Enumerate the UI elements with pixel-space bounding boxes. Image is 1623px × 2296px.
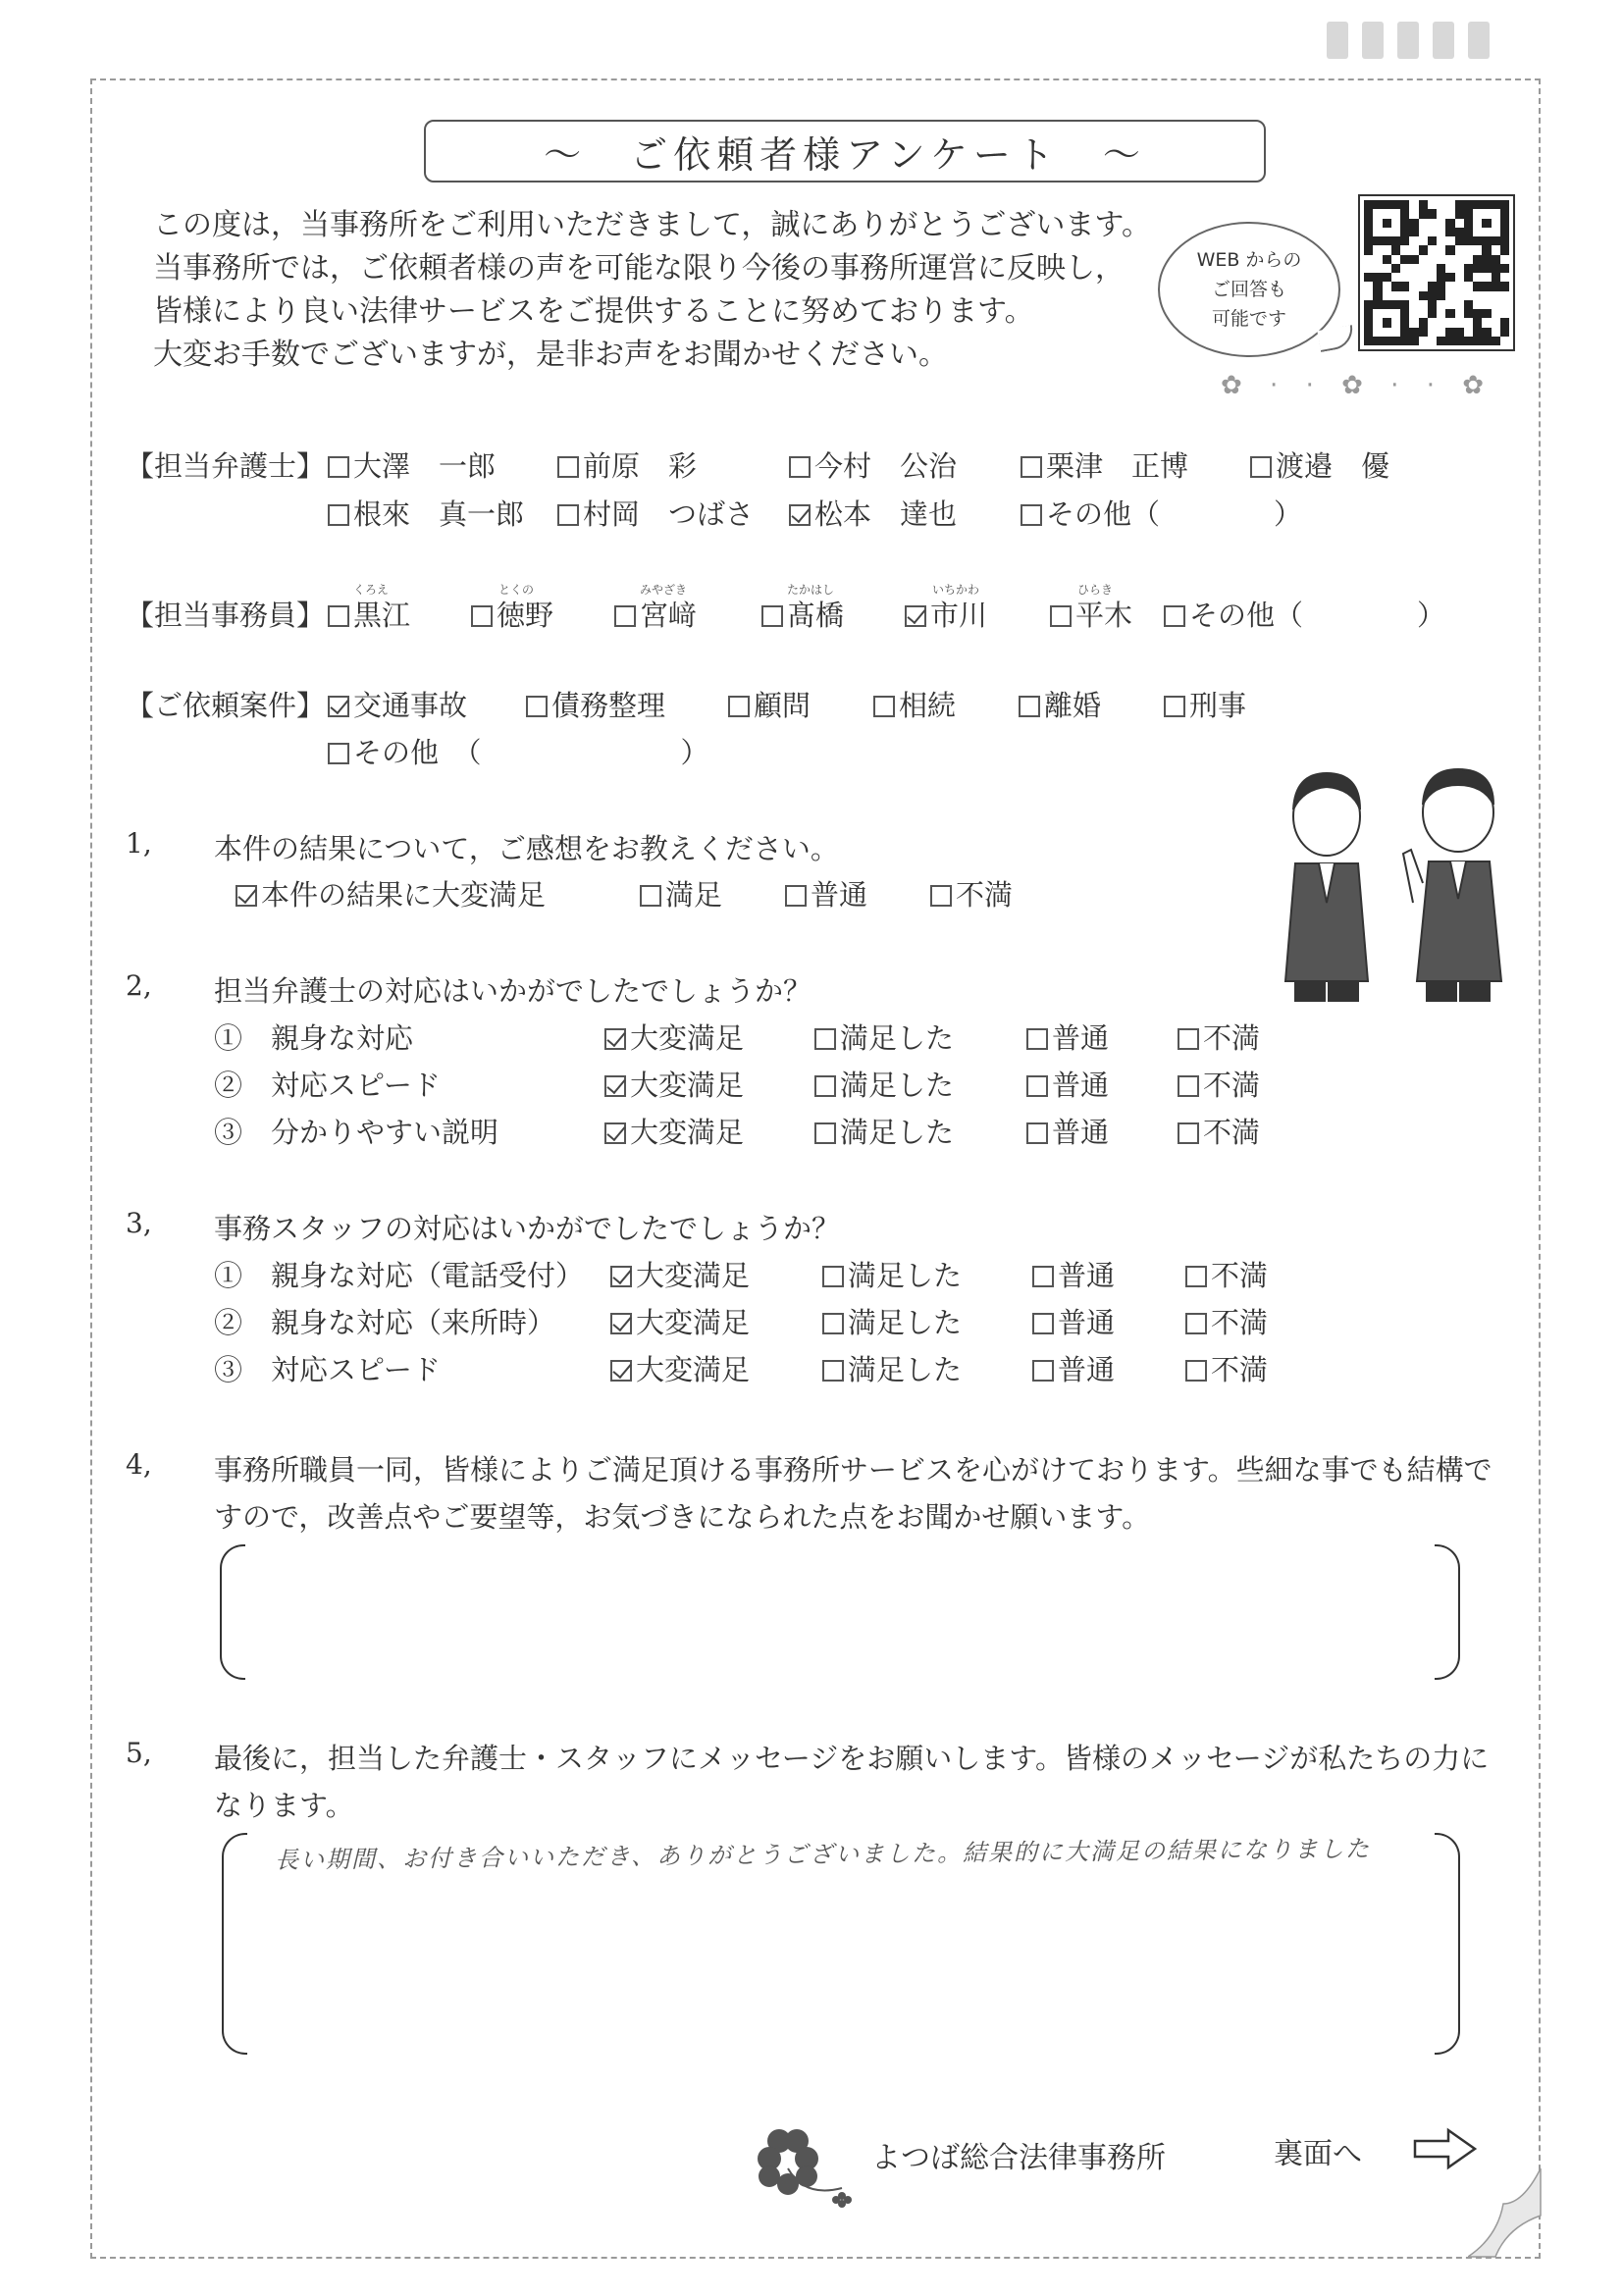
rating-option[interactable] — [1178, 1017, 1260, 1057]
option-label: 普通 — [1058, 1306, 1116, 1339]
q1-option[interactable] — [930, 873, 1013, 913]
rating-option[interactable] — [822, 1301, 962, 1341]
rating-option[interactable] — [604, 1017, 744, 1057]
checkbox[interactable] — [822, 1313, 844, 1334]
sub-question: ③ 分かりやすい説明 — [214, 1116, 499, 1149]
checkbox[interactable] — [1185, 1313, 1207, 1334]
option-label: 普通 — [1052, 1116, 1110, 1149]
checkbox[interactable] — [1164, 696, 1185, 717]
checkbox[interactable] — [557, 456, 579, 478]
rating-option[interactable] — [1185, 1254, 1268, 1294]
question-number: 5, — [126, 1737, 152, 1769]
qr-code-icon[interactable] — [1358, 194, 1515, 351]
checkbox-checked[interactable] — [610, 1360, 632, 1382]
flower-decoration-icon: ✿ · · ✿ · · ✿ — [1221, 371, 1494, 400]
case-option[interactable] — [526, 684, 665, 724]
checkbox[interactable] — [814, 1028, 836, 1050]
arrow-right-icon[interactable] — [1413, 2127, 1478, 2170]
ruby-text: とくの — [498, 583, 535, 597]
rating-option[interactable] — [1185, 1301, 1268, 1341]
sub-question: ② 親身な対応（来所時） — [214, 1306, 556, 1339]
staff-option[interactable] — [328, 594, 410, 634]
option-label: 普通 — [1052, 1021, 1110, 1055]
lawyer-option[interactable] — [789, 444, 957, 485]
option-label: 大変満足 — [636, 1353, 751, 1386]
rating-option[interactable] — [604, 1064, 744, 1104]
option-label: 満足した — [840, 1021, 955, 1055]
checkbox[interactable] — [1185, 1266, 1207, 1287]
option-label: 大変満足 — [636, 1259, 751, 1292]
option-label: 刑事 — [1189, 689, 1247, 722]
clover-logo-icon — [746, 2119, 854, 2208]
case-option[interactable] — [328, 731, 709, 771]
option-label: その他（ ） — [1189, 599, 1446, 632]
answer-bracket-left — [222, 1833, 247, 2055]
case-option[interactable] — [873, 684, 956, 724]
lawyer-section-label: 【担当弁護士】 — [126, 449, 326, 483]
ruby-text: みやざき — [640, 583, 688, 597]
rating-option[interactable] — [822, 1348, 962, 1388]
question-text: 事務所職員一同，皆様によりご満足頂ける事務所サービスを心がけております。些細な事でも結構で — [214, 1453, 1492, 1487]
sub-question: ① 親身な対応 — [214, 1021, 414, 1055]
question-number: 1, — [126, 827, 152, 860]
intro-line: 当事務所では，ご依頼者様の声を可能な限り今後の事務所運営に反映し， — [153, 251, 1125, 286]
rating-option[interactable] — [1032, 1348, 1115, 1388]
option-label: 不満 — [1211, 1353, 1269, 1386]
checkbox-checked[interactable] — [905, 605, 926, 627]
sub-question: ② 対応スピード — [214, 1069, 441, 1102]
option-label: 市川 — [930, 599, 988, 632]
rating-option[interactable] — [1032, 1301, 1115, 1341]
sub-question: ① 親身な対応（電話受付） — [214, 1259, 585, 1292]
option-label: 不満 — [956, 878, 1014, 912]
option-label: 交通事故 — [353, 689, 468, 722]
question-number: 4, — [126, 1448, 152, 1481]
rating-option[interactable] — [610, 1301, 750, 1341]
rating-option[interactable] — [1026, 1017, 1109, 1057]
option-label: 平木 — [1075, 599, 1133, 632]
page-curl-icon — [1468, 2168, 1543, 2259]
rating-option[interactable] — [1185, 1348, 1268, 1388]
lawyer-option[interactable] — [328, 444, 496, 485]
option-label: 満足した — [848, 1353, 963, 1386]
rating-option[interactable] — [1026, 1111, 1109, 1151]
checkbox[interactable] — [1178, 1075, 1199, 1097]
q5-handwritten-answer[interactable]: 長い期間、お付き合いいただき、ありがとうございました。結果的に大満足の結果になりました — [274, 1835, 1372, 1874]
checkbox[interactable] — [822, 1360, 844, 1382]
rating-option[interactable] — [1026, 1064, 1109, 1104]
option-label: 大変満足 — [630, 1116, 745, 1149]
option-label: 満足 — [665, 878, 723, 912]
checkbox[interactable] — [1026, 1075, 1048, 1097]
option-label: 大澤 一郎 — [353, 449, 497, 483]
answer-bracket-right — [1435, 1833, 1460, 2055]
checkbox[interactable] — [1019, 696, 1040, 717]
rating-option[interactable] — [610, 1348, 750, 1388]
staff-option[interactable] — [614, 594, 697, 634]
question-text: 事務スタッフの対応はいかがでしたでしょうか？ — [214, 1212, 841, 1245]
checkbox-checked[interactable] — [604, 1028, 626, 1050]
option-label: その他（ ） — [1046, 497, 1303, 531]
option-label: 離婚 — [1044, 689, 1102, 722]
checkbox[interactable] — [785, 885, 807, 907]
case-option[interactable] — [1019, 684, 1101, 724]
checkbox[interactable] — [1021, 456, 1042, 478]
dashed-frame — [90, 78, 1541, 2259]
ruby-text: いちかわ — [932, 583, 980, 597]
checkbox[interactable] — [557, 504, 579, 526]
checkbox-checked[interactable] — [604, 1122, 626, 1144]
checkbox[interactable] — [761, 605, 783, 627]
checkbox[interactable] — [814, 1122, 836, 1144]
ruby-text: ひらき — [1077, 583, 1114, 597]
option-label: 大変満足 — [636, 1306, 751, 1339]
checkbox-checked[interactable] — [610, 1266, 632, 1287]
option-label: 宮﨑 — [640, 599, 698, 632]
rating-option[interactable] — [610, 1254, 750, 1294]
question-text: 本件の結果について，ご感想をお教えください。 — [214, 832, 839, 865]
option-label: 大変満足 — [630, 1069, 745, 1102]
option-label: 満足した — [840, 1069, 955, 1102]
checkbox[interactable] — [1164, 605, 1185, 627]
case-option[interactable] — [728, 684, 811, 724]
back-side-label: 裏面へ — [1274, 2137, 1362, 2171]
sub-question: ③ 対応スピード — [214, 1353, 441, 1386]
rating-option[interactable] — [822, 1254, 962, 1294]
intro-line: この度は，当事務所をご利用いただきまして，誠にありがとうございます。 — [153, 208, 1151, 242]
option-label: 不満 — [1211, 1306, 1269, 1339]
option-label: 村岡 つばさ — [583, 497, 755, 531]
checkbox[interactable] — [1250, 456, 1272, 478]
checkbox-checked[interactable] — [604, 1075, 626, 1097]
rating-option[interactable] — [604, 1111, 744, 1151]
option-label: 髙橋 — [787, 599, 845, 632]
checkbox[interactable] — [1032, 1360, 1054, 1382]
option-label: 大変満足 — [630, 1021, 745, 1055]
ruby-text: くろえ — [353, 583, 390, 597]
checkbox[interactable] — [614, 605, 636, 627]
checkbox[interactable] — [1050, 605, 1072, 627]
lawyer-option[interactable] — [789, 493, 957, 533]
checkbox-checked[interactable] — [328, 696, 349, 717]
q1-option[interactable] — [785, 873, 867, 913]
checkbox-checked[interactable] — [236, 885, 257, 907]
checkbox[interactable] — [328, 605, 349, 627]
option-label: 満足した — [848, 1259, 963, 1292]
q1-option[interactable] — [640, 873, 722, 913]
option-label: 普通 — [1058, 1259, 1116, 1292]
case-option[interactable] — [1164, 684, 1246, 724]
option-label: 普通 — [1058, 1353, 1116, 1386]
checkbox-checked[interactable] — [789, 504, 811, 526]
checkbox[interactable] — [1026, 1028, 1048, 1050]
bubble-line: 可能です — [1211, 308, 1286, 330]
checkbox[interactable] — [328, 504, 349, 526]
redacted-mark — [1327, 22, 1490, 59]
lawyer-option[interactable] — [1021, 444, 1188, 485]
option-label: 松本 達也 — [814, 497, 958, 531]
checkbox[interactable] — [1026, 1122, 1048, 1144]
checkbox[interactable] — [471, 605, 493, 627]
lawyer-option[interactable] — [557, 493, 754, 533]
option-label: 債務整理 — [551, 689, 666, 722]
page-title: ～ ご依頼者様アンケート ～ — [424, 120, 1266, 183]
lawyer-option[interactable] — [1250, 444, 1389, 485]
checkbox[interactable] — [873, 696, 895, 717]
lawyer-option[interactable] — [1021, 493, 1302, 533]
case-section-label: 【ご依頼案件】 — [126, 689, 326, 722]
checkbox[interactable] — [1178, 1122, 1199, 1144]
checkbox[interactable] — [328, 456, 349, 478]
option-label: 不満 — [1211, 1259, 1269, 1292]
checkbox[interactable] — [328, 743, 349, 764]
case-option[interactable] — [328, 684, 467, 724]
rating-option[interactable] — [1178, 1111, 1260, 1151]
q1-option[interactable] — [236, 873, 546, 913]
staff-option[interactable] — [761, 594, 844, 634]
ruby-text: たかはし — [787, 583, 835, 597]
rating-option[interactable] — [814, 1064, 954, 1104]
option-label: 根來 真一郎 — [353, 497, 525, 531]
option-label: 満足した — [848, 1306, 963, 1339]
answer-bracket-right — [1435, 1544, 1460, 1680]
option-label: 本件の結果に大変満足 — [261, 878, 547, 912]
option-label: 徳野 — [497, 599, 554, 632]
option-label: 不満 — [1203, 1021, 1261, 1055]
option-label: 普通 — [1052, 1069, 1110, 1102]
option-label: 栗津 正博 — [1046, 449, 1189, 483]
lawyers-illustration-icon — [1266, 756, 1541, 1011]
checkbox[interactable] — [822, 1266, 844, 1287]
question-text: すので，改善点やご要望等，お気づきになられた点をお聞かせ願います。 — [214, 1500, 1151, 1534]
checkbox[interactable] — [814, 1075, 836, 1097]
option-label: 不満 — [1203, 1069, 1261, 1102]
checkbox[interactable] — [1185, 1360, 1207, 1382]
checkbox[interactable] — [1021, 504, 1042, 526]
intro-line: 大変お手数でございますが，是非お声をお聞かせください。 — [153, 338, 948, 372]
rating-option[interactable] — [1178, 1064, 1260, 1104]
question-text: 担当弁護士の対応はいかがでしたでしょうか？ — [214, 974, 812, 1008]
rating-option[interactable] — [1032, 1254, 1115, 1294]
checkbox[interactable] — [930, 885, 952, 907]
checkbox[interactable] — [526, 696, 548, 717]
staff-option[interactable] — [471, 594, 553, 634]
intro-text — [153, 204, 1151, 377]
firm-name: よつば総合法律事務所 — [871, 2141, 1166, 2175]
staff-option[interactable] — [905, 594, 987, 634]
checkbox[interactable] — [1178, 1028, 1199, 1050]
lawyer-option[interactable] — [557, 444, 697, 485]
option-label: 普通 — [811, 878, 868, 912]
q4-answer-area[interactable] — [257, 1560, 1425, 1668]
option-label: 前原 彩 — [583, 449, 698, 483]
checkbox-checked[interactable] — [610, 1313, 632, 1334]
option-label: 黒江 — [353, 599, 411, 632]
web-answer-bubble — [1158, 222, 1340, 357]
option-label: 渡邉 優 — [1276, 449, 1390, 483]
checkbox[interactable] — [789, 456, 811, 478]
checkbox[interactable] — [1032, 1313, 1054, 1334]
question-number: 3, — [126, 1207, 152, 1239]
option-label: 今村 公治 — [814, 449, 958, 483]
option-label: 顧問 — [754, 689, 812, 722]
staff-section-label: 【担当事務員】 — [126, 599, 326, 632]
bubble-line: ご回答も — [1211, 279, 1286, 300]
staff-option[interactable] — [1164, 594, 1445, 634]
rating-option[interactable] — [814, 1111, 954, 1151]
checkbox[interactable] — [640, 885, 661, 907]
rating-option[interactable] — [814, 1017, 954, 1057]
lawyer-option[interactable] — [328, 493, 524, 533]
checkbox[interactable] — [728, 696, 750, 717]
option-label: 不満 — [1203, 1116, 1261, 1149]
staff-option[interactable] — [1050, 594, 1132, 634]
intro-line: 皆様により良い法律サービスをご提供することに努めております。 — [153, 294, 1034, 329]
answer-bracket-left — [220, 1544, 245, 1680]
option-label: 相続 — [899, 689, 957, 722]
checkbox[interactable] — [1032, 1266, 1054, 1287]
question-text: 最後に，担当した弁護士・スタッフにメッセージをお願いします。皆様のメッセージが私たちの力に — [214, 1742, 1490, 1775]
option-label: その他 （ ） — [353, 736, 709, 769]
question-text: なります。 — [214, 1789, 354, 1822]
bubble-line: WEB からの — [1196, 249, 1302, 271]
option-label: 満足した — [840, 1116, 955, 1149]
question-number: 2, — [126, 969, 152, 1002]
